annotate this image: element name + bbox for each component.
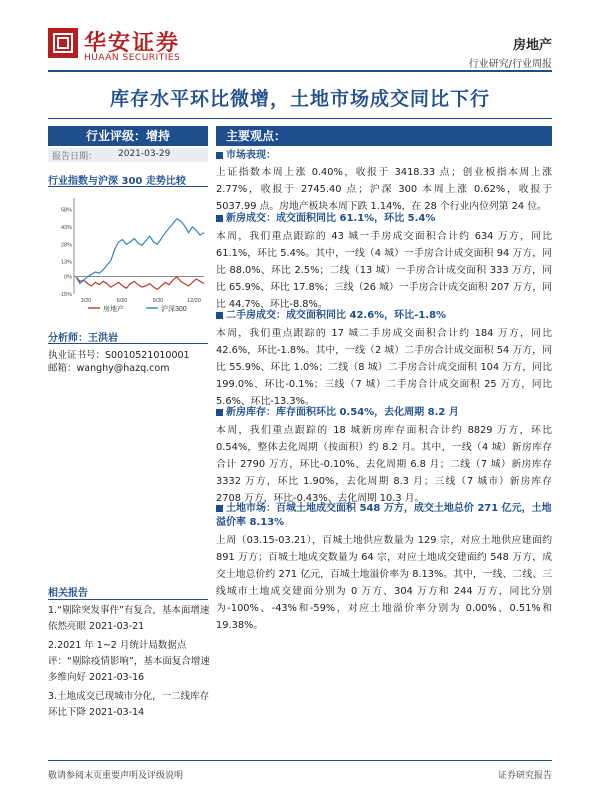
chart-title-divider <box>48 186 208 187</box>
section-body-land: 上周（03.15-03.21），百城土地供应数量为 129 宗，对应土地供应建面约 891 万方；百城土地成交数量为 64 宗，对应土地成交建面约 548 万方，成交土地总价约 271 亿元，百城土地溢价率为 8.13%。其中，一线、二线、三线城市土地成交建面分别为 0 万方、304 万方和 244 万方，同比分别为-100%、-43%和-59%，对应土地溢价率分别为 0.00%、0.51%和 19.38%。 <box>216 535 552 631</box>
related-report-item[interactable]: 2.2021 年 1~2 月统计局数据点评：“剔除疫情影响”，基本面复合增速多维向好 2021-03-16 <box>48 640 210 683</box>
chart-legend <box>88 304 187 313</box>
footer-divider <box>48 760 552 761</box>
sector-label: 房地产 <box>512 38 552 53</box>
analyst-email[interactable]: 邮箱：wanghy@hazq.com <box>48 363 170 374</box>
related-report-item[interactable]: 1.“剔除突发事件”有复合，基本面增速依然亮眼 2021-03-21 <box>48 605 210 632</box>
report-date-row <box>48 148 208 162</box>
key-points-header <box>216 126 552 146</box>
y-tick-label: 58% <box>60 207 72 214</box>
series-line-hs300 <box>76 219 204 284</box>
headline-divider <box>48 118 552 119</box>
related-report-item[interactable]: 3.土地成交已现城市分化，一二线库存环比下降 2021-03-14 <box>48 691 210 718</box>
section-head-text: 新房成交：成交面积同比 61.1%，环比 5.4% <box>226 213 436 224</box>
analyst-title: 分析师：王洪岩 <box>48 333 118 344</box>
bullet-icon <box>216 505 223 512</box>
section-head-new-home <box>216 212 552 226</box>
y-tick-label: 13% <box>60 259 72 266</box>
footer-disclaimer[interactable]: 敬请参阅末页重要声明及评级说明 <box>48 771 184 781</box>
x-tick-label: 12/20 <box>187 298 201 304</box>
section-body-new-home: 本周，我们重点跟踪的 43 城一手房成交面积合计约 634 万方，同比 61.1%，环比 5.4%。其中，一线（4 城）一手房合计成交面积 94 万方，同比 88.0%、环比 2.5%；二线（13 城）一手房合计成交面积 333 万方，同比 65.9%、环比 17.8%；三线（26 城）一手房合计成交面积 207 万方，同比 44.7%、环比-8.8%。 <box>216 231 552 310</box>
y-tick-label: -15% <box>59 292 72 298</box>
bullet-icon <box>216 215 223 222</box>
section-body-second-hand: 本周，我们重点跟踪的 17 城二手房成交面积合计约 184 万方，同比 42.6%，环比-1.8%。其中，一线（2 城）二手房合计成交面积 54 万方，同比 55.9%、环比 1.0%；二线（8 城）二手房合计成交面积 104 万方，同比 199.0%、环比-0.1%；三线（7 城）二手房合计成交面积 25 万方，同比 5.6%、环比-13.3%。 <box>216 328 552 407</box>
bullet-icon <box>216 409 223 416</box>
brand-name-en: HUAAN SECURITIES <box>84 53 181 63</box>
section-body-inventory: 本周，我们重点跟踪的 18 城新房库存面积合计约 8829 万方，环比 0.54%，整体去化周期（按面积）约 8.2 月。其中，一线（4 城）新房库存合计 2790 万方，环比-0.10%、去化周期 6.8 月；二线（7 城）新房库存 3332 万方，环比 1.90%，去化周期 8.3 月；三线（7 城市）新房库存 2708 万方，环比-0.43%、去化周期 10.3 月。 <box>216 425 552 504</box>
report-date-label: 报告日期： <box>52 152 98 162</box>
section-head-land <box>216 502 552 530</box>
section-head-inventory <box>216 406 552 420</box>
index-comparison-chart <box>48 190 210 320</box>
key-points-title: 主要观点： <box>226 129 287 143</box>
y-tick-label: 0% <box>64 274 72 281</box>
series-line-real-estate <box>76 277 204 290</box>
section-body-market: 上证指数本周上涨 0.40%，收报于 3418.33 点；创业板指本周上涨 2.77%，收报于 2745.40 点；沪深 300 本周上涨 0.62%，收报于 5037.99 点。房地产板块本周下跌 1.14%，在 28 个行业内位列第 24 位。 <box>216 167 552 212</box>
brand-name-cn: 华安证券 <box>84 30 181 56</box>
report-headline: 库存水平环比微增，土地市场成交同比下行 <box>109 88 490 110</box>
y-tick-label: 43% <box>60 224 72 231</box>
related-reports-divider <box>48 599 208 600</box>
footer-label: 证券研究报告 <box>497 771 552 781</box>
related-reports-title: 相关报告 <box>48 588 88 599</box>
analyst-certificate: 执业证书号：S0010521010001 <box>48 350 190 361</box>
section-head-text: 市场表现： <box>226 150 276 161</box>
x-tick-label: 3/20 <box>80 298 92 304</box>
section-head-text: 新房库存：库存面积环比 0.54%，去化周期 8.2 月 <box>226 407 459 418</box>
legend-label-real-estate: 房地产 <box>103 306 124 313</box>
report-type: 行业研究/行业周报 <box>468 59 552 70</box>
section-head-market <box>216 149 552 163</box>
brand-logo-seal <box>48 28 78 58</box>
report-date-value: 2021-03-29 <box>118 149 171 159</box>
chart-title: 行业指数与沪深 300 走势比较 <box>48 176 186 187</box>
industry-rating: 行业评级：增持 <box>48 126 208 146</box>
analyst-divider <box>48 343 208 344</box>
legend-label-hs300: 沪深300 <box>161 306 187 313</box>
section-head-second-hand <box>216 309 552 323</box>
bullet-icon <box>216 152 223 159</box>
x-tick-label: 6/20 <box>116 298 128 304</box>
section-head-text: 土地市场：百城土地成交面积 548 万方，成交土地总价 271 亿元，土地溢价率 8.13% <box>216 503 552 528</box>
header-divider <box>48 70 552 72</box>
x-tick-label: 9/20 <box>152 298 164 304</box>
section-head-text: 二手房成交：成交面积同比 42.6%，环比-1.8% <box>226 310 447 321</box>
bullet-icon <box>216 312 223 319</box>
y-tick-label: 28% <box>60 242 72 249</box>
